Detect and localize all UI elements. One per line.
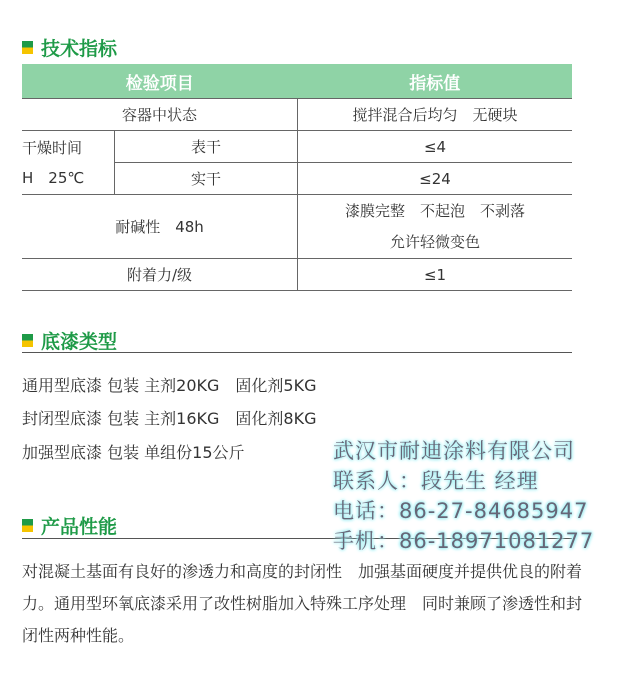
bullet-square-icon — [22, 519, 33, 532]
bullet-square-icon — [22, 334, 33, 347]
type-item: 通用型底漆 包装 主剂20KG 固化剂5KG — [22, 376, 317, 395]
wm-contact: 联系人：段先生 经理 — [333, 469, 539, 493]
title-text: 技术指标 — [41, 38, 118, 60]
header-item: 检验项目 — [22, 64, 298, 99]
section-perf-title — [22, 512, 117, 539]
performance-text: 对混凝土基面有良好的渗透力和高度的封闭性 加强基面硬度并提供优良的附着力。通用型环氧底漆采用了改性树脂加入特殊工序处理 同时兼顾了渗透性和封闭性两种性能。 — [22, 562, 583, 645]
cell: 耐碱性 48h — [22, 195, 298, 259]
type-item: 加强型底漆 包装 单组份15公斤 — [22, 443, 245, 462]
divider — [22, 352, 572, 353]
cell: 搅拌混合后均匀 无硬块 — [298, 99, 573, 131]
title-text: 底漆类型 — [41, 331, 118, 353]
dry-cond: H 25℃ — [22, 168, 85, 187]
wm-company: 武汉市耐迪涂料有限公司 — [333, 439, 575, 463]
alkali-line: 允许轻微变色 — [389, 232, 480, 251]
cell: ≤24 — [298, 163, 573, 195]
cell: 表干 — [115, 131, 298, 163]
spec-table — [22, 64, 572, 291]
cell: 实干 — [115, 163, 298, 195]
section-tech-title — [22, 34, 117, 61]
cell — [22, 131, 115, 195]
cell — [298, 195, 573, 259]
bullet-square-icon — [22, 41, 33, 54]
cell: ≤1 — [298, 259, 573, 291]
alkali-line: 漆膜完整 不起泡 不剥落 — [344, 201, 525, 220]
title-text: 产品性能 — [41, 516, 118, 538]
section-types-title — [22, 327, 117, 354]
cell: ≤4 — [298, 131, 573, 163]
wm-mobile: 手机：86-18971081277 — [333, 529, 595, 553]
cell: 附着力/级 — [22, 259, 298, 291]
dry-label: 干燥时间 — [22, 138, 83, 157]
wm-phone: 电话：86-27-84685947 — [333, 499, 589, 523]
type-item: 封闭型底漆 包装 主剂16KG 固化剂8KG — [22, 409, 317, 428]
contact-watermark — [333, 436, 594, 556]
header-value: 指标值 — [298, 64, 573, 99]
cell: 容器中状态 — [22, 99, 298, 131]
